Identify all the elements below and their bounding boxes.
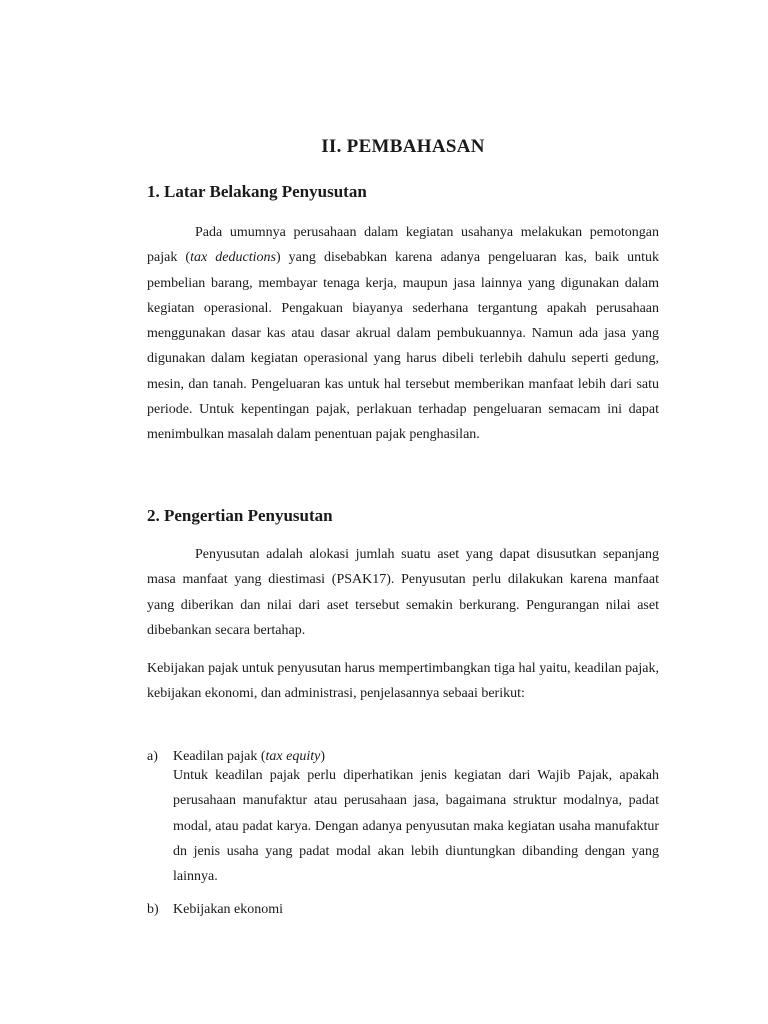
italic-term: tax equity [265,749,321,764]
paragraph-text: Pada umumnya perusahaan dalam kegiatan usahanya melakukan pemotongan pajak ( [147,225,659,266]
italic-term: tax deductions [190,250,276,266]
paragraph-kebijakan-pajak [147,656,659,707]
page-title: II. PEMBAHASAN [321,136,485,157]
list-item-keadilan-pajak [147,749,659,889]
list-item-title: Kebijakan ekonomi [173,902,284,917]
list-marker: a) [147,749,158,764]
paragraph-text: Penyusutan adalah alokasi jumlah suatu aset yang dapat disusutkan sepanjang masa manfaat yang diestimasi (PSAK17). Penyusutan perlu dilakukan karena manfaat yang diberikan dan nilai dari aset tersebut semakin berkurang. Pengurangan nilai aset dibebankan secara bertahap. [147,547,659,638]
list-item-kebijakan-ekonomi [147,902,659,926]
list-item-body: Untuk keadilan pajak perlu diperhatikan jenis kegiatan dari Wajib Pajak, apakah perusahaan manufaktur atau perusahaan jasa, bagaimana struktur modalnya, padat modal, atau padat karya. Dengan adanya penyusutan maka kegiatan usaha manufaktur dn jenis usaha yang padat modal akan lebih diuntungkan dibanding dengan yang lainnya. [173,768,659,885]
list-item-title: Keadilan pajak (tax equity) [173,749,325,764]
paragraph-text: Kebijakan pajak untuk penyusutan harus mempertimbangkan tiga hal yaitu, keadilan pajak, kebijakan ekonomi, dan administrasi, penjelasannya sebaai berikut: [147,661,659,702]
section-heading-pengertian: 2. Pengertian Penyusutan [147,506,333,525]
section-heading-latar-belakang: 1. Latar Belakang Penyusutan [147,182,367,201]
paragraph-latar-belakang [147,220,659,448]
paragraph-text: ) yang disebabkan karena adanya pengeluaran kas, baik untuk pembelian barang, membayar tenaga kerja, maupun jasa lainnya yang digunakan dalam kegiatan operasional. Pengakuan biayanya sederhana tergantung apakah perusahaan menggunakan dasar kas atau dasar akrual dalam pembukuannya. Namun ada jasa yang digunakan dalam kegiatan operasional yang harus dibeli terlebih dahulu seperti gedung, mesin, dan tanah. Pengeluaran kas untuk hal tersebut memberikan manfaat lebih dari satu periode. Untuk kepentingan pajak, perlakuan terhadap pengeluaran semacam ini dapat menimbulkan masalah dalam penentuan pajak penghasilan. [147,250,660,443]
list-marker: b) [147,902,159,917]
paragraph-pengertian [147,542,659,643]
